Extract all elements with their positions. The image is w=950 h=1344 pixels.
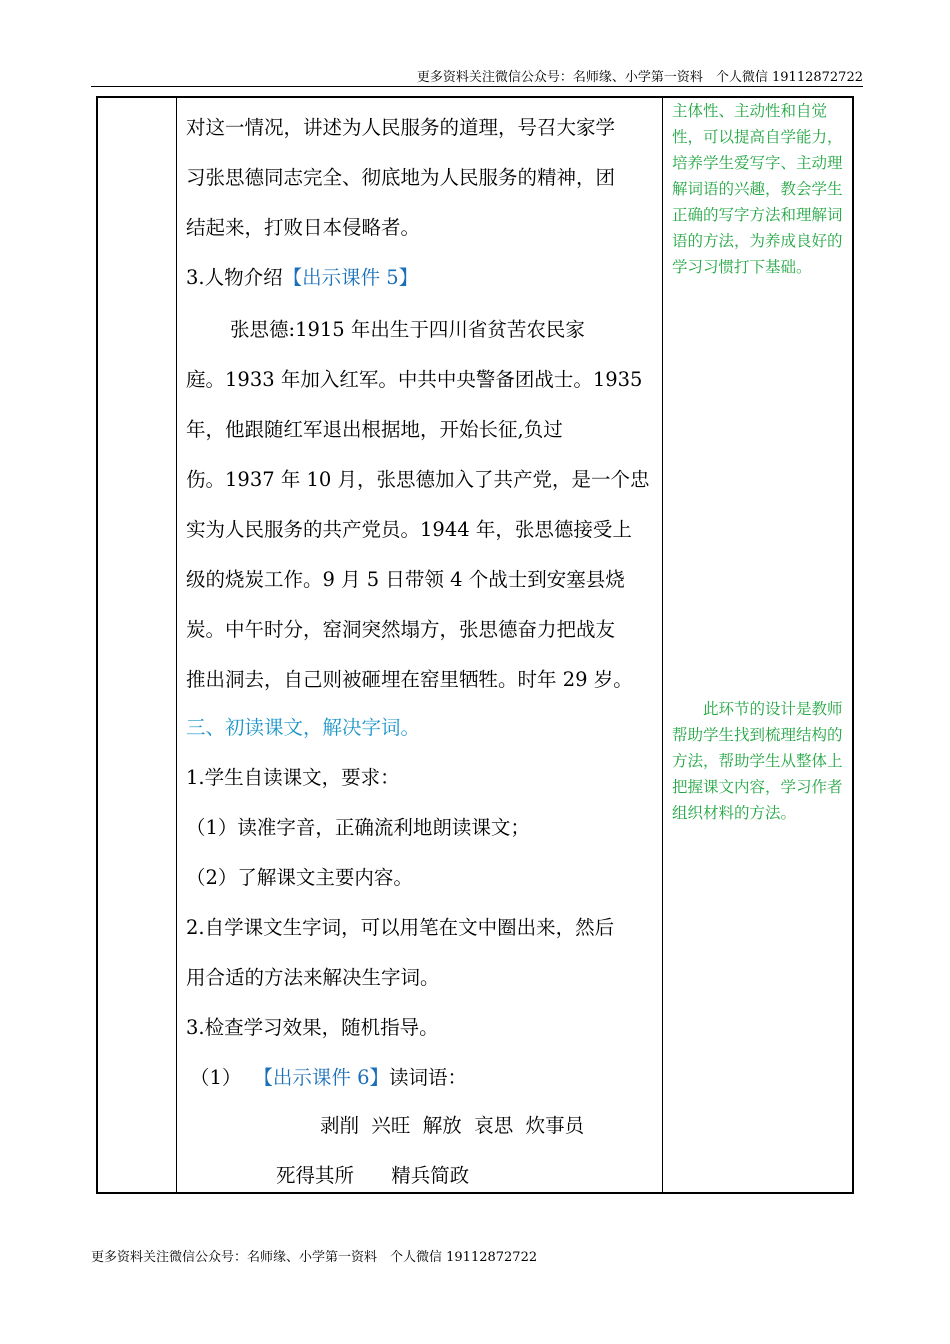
vocabulary-words: 死得其所 精兵简政 (276, 1164, 470, 1187)
page-header: 更多资料关注微信公众号：名师缘、小学第一资料 个人微信 19112872722 (416, 70, 863, 85)
content-line: 1.学生自读课文，要求： (186, 766, 400, 789)
content-line: 年，他跟随红军退出根据地，开始长征,负过 (186, 418, 563, 441)
courseware-tag: 【出示课件 5】 (282, 266, 419, 289)
column-divider-right (662, 98, 663, 1192)
content-line: （1）读准字音，正确流利地朗读课文； (186, 816, 530, 839)
content-line: 结起来，打败日本侵略者。 (186, 216, 421, 239)
header-divider (91, 86, 863, 87)
content-line: 推出洞去，自己则被砸埋在窑里牺牲。时年 29 岁。 (186, 668, 633, 691)
item-number: （1） (190, 1066, 242, 1089)
content-line: （2）了解课文主要内容。 (186, 866, 413, 889)
content-line: 级的烧炭工作。9 月 5 日带领 4 个战士到安塞县烧 (186, 568, 625, 591)
content-line: 伤。1937 年 10 月，张思德加入了共产党，是一个忠 (186, 468, 650, 491)
courseware-tag: 【出示课件 6】 (253, 1066, 390, 1089)
content-line (190, 1062, 467, 1090)
design-note-2: 此环节的设计是教师帮助学生找到梳理结构的方法，帮助学生从整体上把握课文内容，学习作者组织材料的方法。 (672, 700, 843, 822)
content-line: 实为人民服务的共产党员。1944 年，张思德接受上 (186, 518, 632, 541)
design-note-1: 主体性、主动性和自觉性，可以提高自学能力，培养学生爱写字、主动理解词语的兴趣，教会学生正确的写字方法和理解词语的方法，为养成良好的学习习惯打下基础。 (672, 102, 843, 276)
vocabulary-words: 剥削 兴旺 解放 哀思 炊事员 (320, 1114, 585, 1137)
content-line: 3.检查学习效果，随机指导。 (186, 1016, 439, 1039)
content-line: 用合适的方法来解决生字词。 (186, 966, 440, 989)
content-line (186, 262, 418, 290)
content-line: 炭。中午时分，窑洞突然塌方，张思德奋力把战友 (186, 618, 616, 641)
lesson-table (96, 96, 854, 1194)
content-line: 2.自学课文生字词，可以用笔在文中圈出来，然后 (186, 916, 615, 939)
item-title: 3.人物介绍 (186, 266, 283, 289)
content-line: 张思德:1915 年出生于四川省贫苦农民家 (230, 318, 585, 341)
column-divider-left (176, 98, 177, 1192)
content-line: 庭。1933 年加入红军。中共中央警备团战士。1935 (186, 368, 643, 391)
content-line: 习张思德同志完全、彻底地为人民服务的精神，团 (186, 166, 616, 189)
page-footer: 更多资料关注微信公众号：名师缘、小学第一资料 个人微信 19112872722 (91, 1250, 538, 1265)
item-label: 读词语： (389, 1066, 468, 1089)
section-heading: 三、初读课文，解决字词。 (186, 716, 421, 739)
content-line: 对这一情况，讲述为人民服务的道理，号召大家学 (186, 116, 616, 139)
